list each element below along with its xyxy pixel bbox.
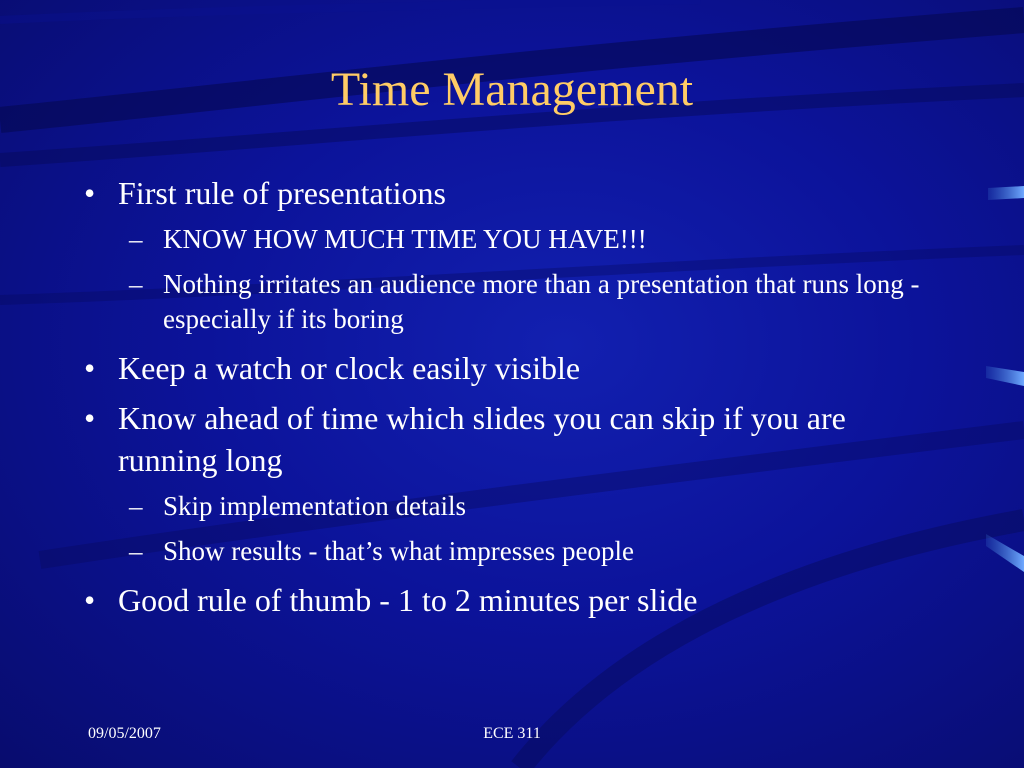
bullet-item bbox=[80, 347, 920, 389]
bullet-item bbox=[80, 397, 920, 481]
slide-title: Time Management bbox=[330, 63, 694, 116]
footer-date: 09/05/2007 bbox=[88, 725, 161, 742]
sub-bullet-text: Skip implementation details bbox=[163, 491, 466, 521]
bullet-text: Keep a watch or clock easily visible bbox=[118, 350, 581, 386]
sub-bullet-text: KNOW HOW MUCH TIME YOU HAVE!!! bbox=[163, 224, 647, 254]
accent-stripe bbox=[988, 186, 1024, 200]
background-streak bbox=[0, 0, 700, 20]
sub-bullet-item bbox=[80, 222, 920, 257]
accent-stripe bbox=[986, 534, 1024, 572]
sub-bullet-item bbox=[80, 267, 920, 337]
bullet-mark: • bbox=[84, 582, 96, 618]
slide-body bbox=[80, 172, 920, 629]
bullet-mark: • bbox=[84, 175, 96, 211]
sub-bullet-list bbox=[80, 489, 920, 569]
sub-bullet-mark: – bbox=[129, 536, 143, 566]
sub-bullet-mark: – bbox=[129, 224, 143, 254]
sub-bullet-mark: – bbox=[129, 269, 143, 299]
bullet-mark: • bbox=[84, 400, 96, 436]
sub-bullet-text: Nothing irritates an audience more than a presentation that runs long - especially if its boring bbox=[163, 269, 920, 334]
sub-bullet-list bbox=[80, 222, 920, 337]
bullet-item bbox=[80, 172, 920, 214]
bullet-text: Good rule of thumb - 1 to 2 minutes per slide bbox=[118, 582, 698, 618]
sub-bullet-text: Show results - that’s what impresses people bbox=[163, 536, 634, 566]
accent-stripe bbox=[986, 366, 1024, 386]
bullet-mark: • bbox=[84, 350, 96, 386]
sub-bullet-item bbox=[80, 534, 920, 569]
sub-bullet-item bbox=[80, 489, 920, 524]
bullet-text: First rule of presentations bbox=[118, 175, 446, 211]
bullet-text: Know ahead of time which slides you can skip if you are running long bbox=[118, 400, 846, 478]
bullet-item bbox=[80, 579, 920, 621]
sub-bullet-mark: – bbox=[129, 491, 143, 521]
footer-course: ECE 311 bbox=[483, 725, 541, 742]
